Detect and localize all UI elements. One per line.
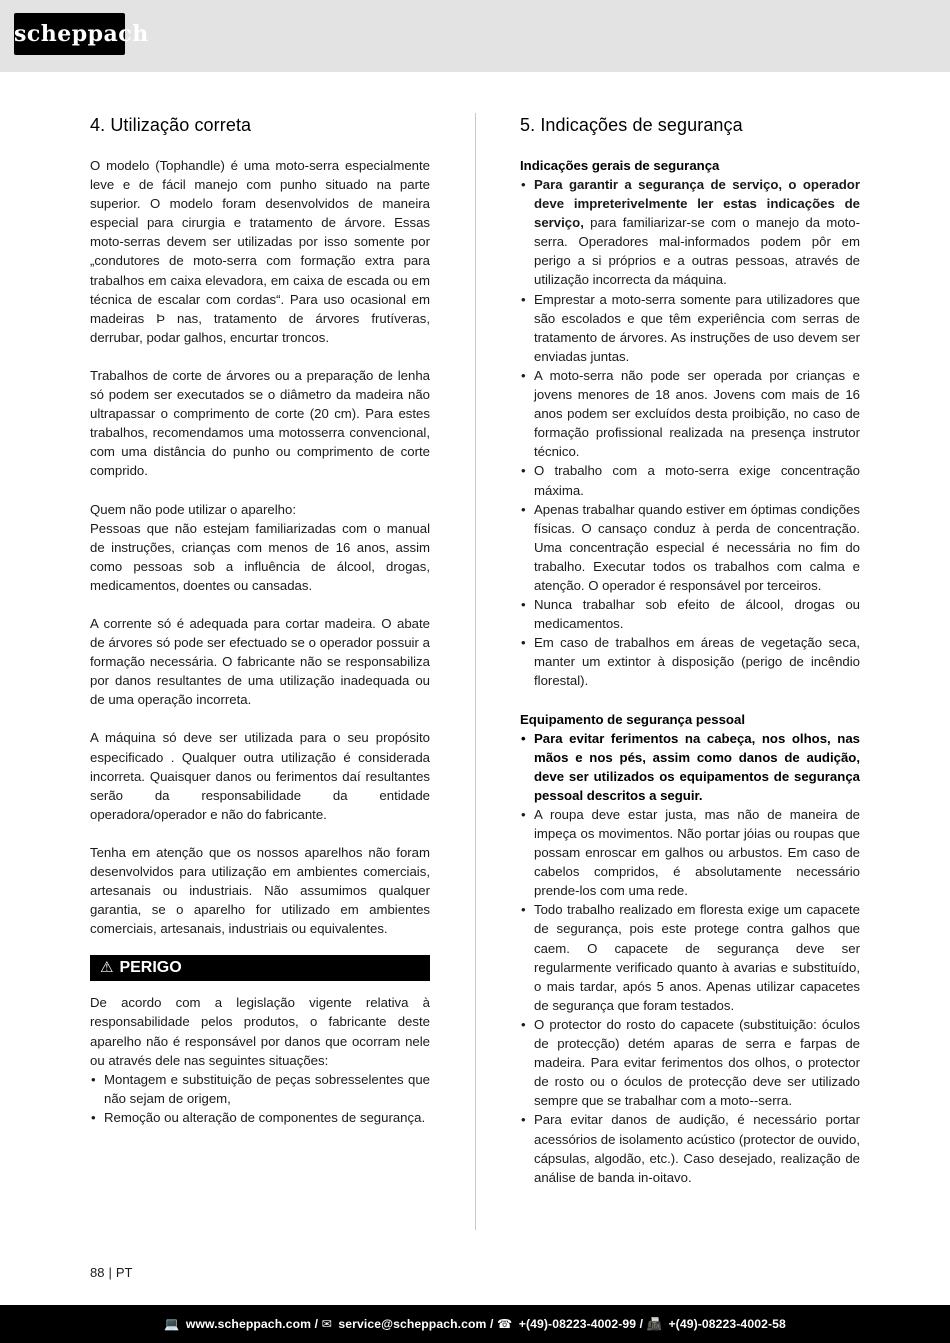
- paragraph-purpose: A máquina só deve ser utilizada para o seu propósito especificado . Qualquer outra utilização é considerada incorreta. Quaisquer danos ou ferimentos daí resultantes serão da responsabilidade da entidade operadora/operador e não do fabricante.: [90, 730, 430, 822]
- list-item: • Montagem e substituição de peças sobresselentes que não sejam de origem,: [90, 1070, 430, 1108]
- who-not-text: Pessoas que não estejam familiarizadas com o manual de instruções, crianças com menos de 16 anos, assim como pessoas sob a influência de álcool, drogas, medicamentos, doentes ou cansadas.: [90, 520, 430, 593]
- warning-triangle-icon: ⚠: [100, 959, 114, 977]
- list-item: • Emprestar a moto-serra somente para utilizadores que são escolados e que têm experiência com serras de tratamento de árvores. As instruções de uso devem ser enviadas juntas.: [520, 290, 860, 366]
- personal-equipment-list: [520, 729, 860, 1187]
- footer-band: [0, 1305, 950, 1343]
- list-item: • Remoção ou alteração de componentes de segurança.: [90, 1108, 430, 1127]
- personal-equipment-heading: Equipamento de segurança pessoal: [520, 711, 745, 727]
- list-item: • O trabalho com a moto-serra exige concentração máxima.: [520, 461, 860, 499]
- language-code: PT: [115, 1265, 133, 1280]
- paragraph-intro: O modelo (Tophandle) é uma moto-serra especialmente leve e de fácil manejo com punho situado na parte superior. O modelo foram desenvolvidos de maneira especial para cirurgia e tratamento de árvore. Essas moto-serras devem ser utilizadas por isso somente por „condutores de moto-serra com formação extra para trabalhos em caixa elevadora, em caixa de escada ou em técnica de escalar com cordas“. Para uso ocasional em madeiras Þ nas, tratamento de árvores frutíveras, derrubar, podar galhos, encurtar troncos.: [90, 158, 430, 345]
- section-title-correct-use: 4. Utilização correta: [90, 115, 252, 135]
- header-band: [0, 0, 950, 72]
- left-column: [90, 115, 430, 1127]
- bold-lead: Para garantir a segurança de serviço, o operador deve impreterivelmente ler estas indicações de serviço,: [534, 177, 860, 231]
- scheppach-logo: scheppach: [14, 13, 125, 55]
- list-item: • A moto-serra não pode ser operada por crianças e jovens menores de 18 anos. Jovens com mais de 16 anos podem ser excluídos desta proibição, no caso de formação profissional realizada na presença instrutor técnico.: [520, 366, 860, 461]
- list-item: • Nunca trabalhar sob efeito de álcool, drogas ou medicamentos.: [520, 595, 860, 633]
- footer-email[interactable]: service@scheppach.com /: [338, 1317, 494, 1331]
- list-item: • Para evitar danos de audição, é necessário portar acessórios de isolamento acústico (protector de ouvido, cápsulas, algodão, etc.). Caso desejado, realização de análise de banda in-oitavo.: [520, 1110, 860, 1186]
- footer-website[interactable]: www.scheppach.com /: [185, 1317, 319, 1331]
- page-separator: |: [108, 1265, 112, 1280]
- who-not-heading: Quem não pode utilizar o aparelho:: [90, 501, 297, 517]
- list-item: • A roupa deve estar justa, mas não de maneira de impeça os movimentos. Não portar jóias ou roupas que possam enroscar em galhos ou arbustos. Em caso de cabelos compridos, é absolutamente necessário prende-los com uma rede.: [520, 805, 860, 900]
- footer-phone: +(49)-08223-4002-99 /: [518, 1317, 644, 1331]
- list-item: • Apenas trabalhar quando estiver em óptimas condições físicas. O cansaço conduz à perda de concentração. Uma concentração especial é necessária no fim do trabalho. Executar todos os trabalhos com calma e atenção. O operador é responsável por terceiros.: [520, 500, 860, 595]
- page-number: [90, 1265, 132, 1280]
- lead-rest: para familiarizar-se com o manejo da moto-serra. Operadores mal-informados podem pôr em perigo a si próprios e a outras pessoas, através de utilização incorrecta da máquina.: [534, 215, 860, 288]
- paragraph-cutting: Trabalhos de corte de árvores ou a preparação de lenha só podem ser executados se o diâmetro da madeira não ultrapassar o comprimento de corte (20 cm). Para estes trabalhos, recomendamos uma motosserra convencional, com uma distância do punho ou comprimento de corte comprido.: [90, 367, 430, 479]
- fax-icon: 📠: [646, 1317, 662, 1331]
- general-safety-heading: Indicações gerais de segurança: [520, 158, 720, 173]
- danger-list: [90, 1070, 430, 1127]
- paragraph-chain: A corrente só é adequada para cortar madeira. O abate de árvores só pode ser efectuado se o operador possuir a formação necessária. O fabricante não se responsabiliza por danos resultantes de uma utilização inadequada ou de uma operação incorreta.: [90, 615, 430, 708]
- general-safety-list: [520, 175, 860, 691]
- list-item: • Para evitar ferimentos na cabeça, nos olhos, nas mãos e nos pés, assim como danos de audição, deve ser utilizados os equipamentos de segurança pessoal descritos a seguir.: [520, 729, 860, 805]
- danger-label: PERIGO: [119, 959, 182, 977]
- danger-banner: [90, 955, 430, 981]
- phone-icon: ☎: [496, 1317, 513, 1331]
- list-item: [520, 175, 860, 290]
- list-item: • Em caso de trabalhos em áreas de vegetação seca, manter um extintor à disposição (perigo de incêndio florestal).: [520, 633, 860, 690]
- column-divider: [475, 113, 476, 1230]
- section-title-safety: 5. Indicações de segurança: [520, 115, 743, 135]
- footer-fax: +(49)-08223-4002-58: [668, 1317, 786, 1331]
- page-number-value: 88: [90, 1265, 105, 1280]
- mail-icon: ✉: [321, 1317, 332, 1331]
- paragraph-commercial: Tenha em atenção que os nossos aparelhos não foram desenvolvidos para utilização em ambientes comerciais, artesanais ou industriais. Não assumimos qualquer garantia, se o aparelho for utilizado em ambientes comerciais, artesanais, industriais ou equivalentes.: [90, 844, 430, 937]
- computer-icon: 💻: [164, 1317, 180, 1331]
- list-item: • Todo trabalho realizado em floresta exige um capacete de segurança, pois este protege contra galhos que caem. O capacete de segurança deve ser regularmente verificado quanto à avarias e substituído, o mais tardar, após 5 anos. Apenas utilizar capacetes de segurança que foram testados.: [520, 900, 860, 1015]
- right-column: [520, 115, 860, 1187]
- list-item: • O protector do rosto do capacete (substituição: óculos de protecção) detém aparas de serra e farpas de madeira. Para evitar ferimentos dos olhos, o protector de rosto ou o óculos de protecção deve ser utilizado sempre que se trabalhar com a moto--serra.: [520, 1015, 860, 1110]
- danger-text: De acordo com a legislação vigente relativa à responsabilidade pelos produtos, o fabricante deste aparelho não é responsável por danos que ocorram nele ou através dele nas seguintes situações:: [90, 995, 430, 1068]
